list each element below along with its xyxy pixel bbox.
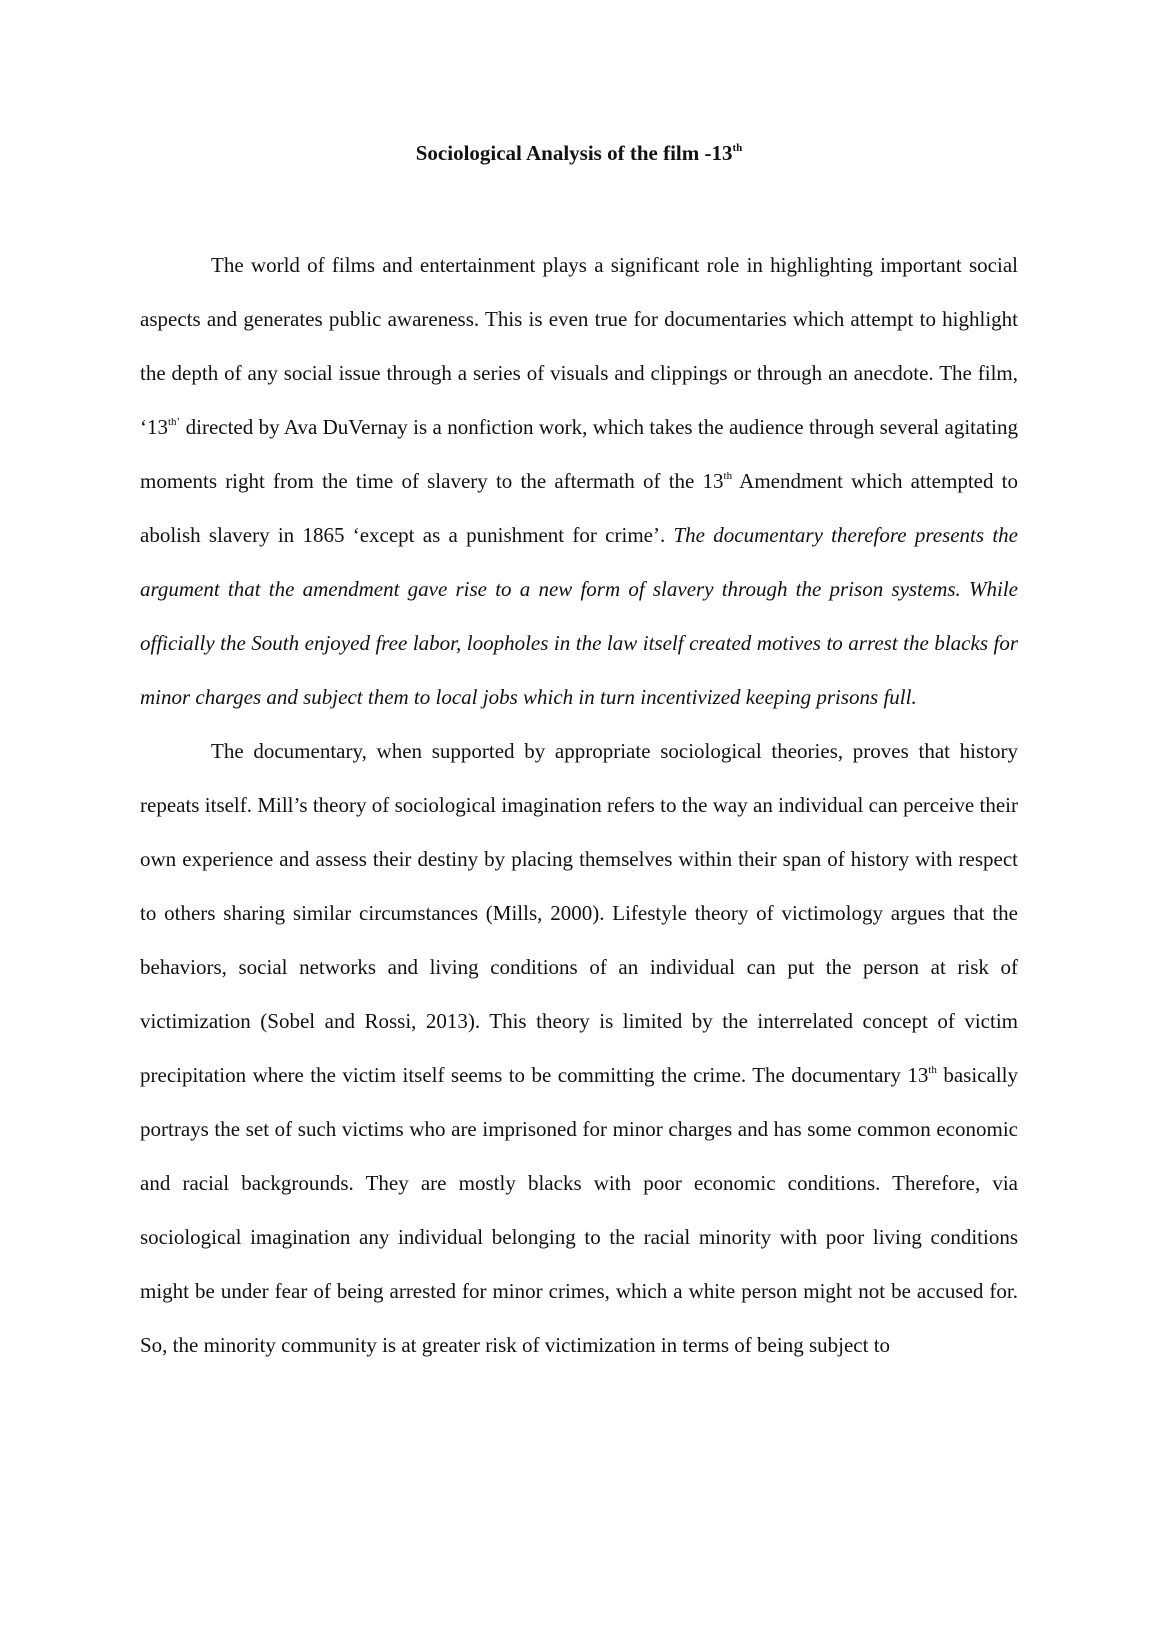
title-superscript: th: [732, 142, 743, 154]
paragraph-1-italic-text: The documentary therefore presents the argument that the amendment gave rise to a new form of slavery through the prison systems. While officially the South enjoyed free labor, loopholes in the law itself created motives to arrest the blacks for minor charges and subject them to local jobs which in turn incentivized keeping prisons full.: [140, 523, 1018, 709]
paragraph-2-superscript: th: [928, 1064, 937, 1076]
document-body: [140, 238, 1018, 1372]
paragraph-2-text-b: basically portrays the set of such victims who are imprisoned for minor charges and has some common economic and racial backgrounds. They are mostly blacks with poor economic conditions. Therefore, via sociological imagination any individual belonging to the racial minority with poor living conditions might be under fear of being arrested for minor crimes, which a white person might not be accused for. So, the minority community is at greater risk of victimization in terms of being subject to: [140, 1063, 1018, 1357]
paragraph-1-superscript-a: th’: [168, 416, 181, 428]
title-text: Sociological Analysis of the film -13: [415, 141, 733, 165]
paragraph-1-superscript-b: th: [723, 470, 733, 482]
page-title: [0, 138, 1158, 168]
paragraph-2: [140, 724, 1018, 1372]
paragraph-1-text-c: Amendment which attempted to abolish slavery in 1865 ‘except as a punishment for crime’.: [140, 469, 1019, 547]
paragraph-1-text-b: directed by Ava DuVernay is a nonfiction work, which takes the audience through several agitating moments right from the time of slavery to the aftermath of the 13: [140, 415, 1018, 493]
paragraph-1: [140, 238, 1018, 724]
paragraph-1-text-a: The world of films and entertainment plays a significant role in highlighting important social aspects and generates public awareness. This is even true for documentaries which attempt to highlight the depth of any social issue through a series of visuals and clippings or through an anecdote. The film, ‘13: [140, 253, 1018, 439]
paragraph-2-text-a: The documentary, when supported by appropriate sociological theories, proves that history repeats itself. Mill’s theory of sociological imagination refers to the way an individual can perceive their own experience and assess their destiny by placing themselves within their span of history with respect to others sharing similar circumstances (Mills, 2000). Lifestyle theory of victimology argues that the behaviors, social networks and living conditions of an individual can put the person at risk of victimization (Sobel and Rossi, 2013). This theory is limited by the interrelated concept of victim precipitation where the victim itself seems to be committing the crime. The documentary 13: [140, 739, 1018, 1087]
